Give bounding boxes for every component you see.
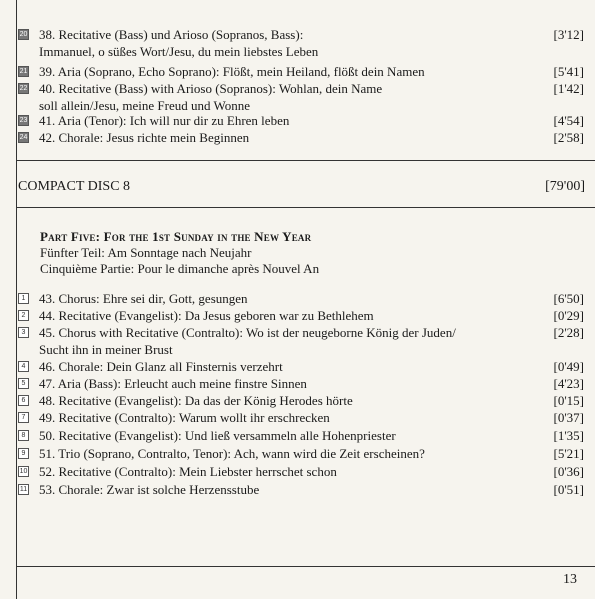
track-row <box>18 481 588 498</box>
track-title: 38. Recitative (Bass) und Arioso (Sopranos, Bass): <box>39 27 304 42</box>
part-heading-german: Fünfter Teil: Am Sonntage nach Neujahr <box>40 245 252 260</box>
track-title: 45. Chorus with Recitative (Contralto): Wo ist der neugeborne König der Juden/ <box>39 325 456 340</box>
track-title: 42. Chorale: Jesus richte mein Beginnen <box>39 130 250 145</box>
track-title: 46. Chorale: Dein Glanz all Finsternis verzehrt <box>39 359 283 374</box>
track-row <box>18 409 588 426</box>
track-duration: [1'42] <box>553 81 584 96</box>
disc-header <box>18 179 585 195</box>
track-title: 53. Chorale: Zwar ist solche Herzensstube <box>39 482 260 497</box>
disc-label: COMPACT DISC 8 <box>18 179 131 194</box>
disc-duration: [79'00] <box>545 179 585 194</box>
track-number-box: 7 <box>18 412 29 423</box>
track-title: 51. Trio (Soprano, Contralto, Tenor): Ach, wann wird die Zeit erscheinen? <box>39 446 425 461</box>
track-title: 50. Recitative (Evangelist): Und ließ versammeln alle Hohenpriester <box>39 428 396 443</box>
track-title-continued: soll allein/Jesu, meine Freud und Wonne <box>39 98 251 113</box>
part-heading: Part Five: For the 1st Sunday in the New Year <box>40 229 312 244</box>
track-row <box>18 26 588 60</box>
track-row <box>18 358 588 375</box>
track-duration: [4'23] <box>553 376 584 391</box>
track-number-box: 8 <box>18 430 29 441</box>
track-number-box: 4 <box>18 361 29 372</box>
track-number-box: 24 <box>19 134 28 141</box>
section-rule <box>16 160 595 161</box>
track-number-box: 3 <box>18 327 29 338</box>
track-duration: [2'58] <box>553 130 584 145</box>
track-title-continued: Sucht ihn in meiner Brust <box>39 342 173 357</box>
part-heading-block <box>40 229 319 277</box>
track-row <box>18 129 588 146</box>
track-row <box>18 112 588 129</box>
track-number-box: 21 <box>19 68 28 75</box>
track-duration: [0'15] <box>553 393 584 408</box>
track-title: 41. Aria (Tenor): Ich will nur dir zu Ehren leben <box>39 113 290 128</box>
track-duration: [1'35] <box>553 428 584 443</box>
track-title: 40. Recitative (Bass) with Arioso (Sopranos): Wohlan, dein Name <box>39 81 383 96</box>
track-row <box>18 445 588 462</box>
track-number-box: 5 <box>18 378 29 389</box>
track-number-box: 23 <box>19 117 28 124</box>
track-row <box>18 80 588 114</box>
track-row <box>18 63 588 80</box>
page-number: 13 <box>563 572 577 587</box>
track-row <box>18 463 588 480</box>
track-duration: [3'12] <box>553 27 584 42</box>
track-title-continued: Immanuel, o süßes Wort/Jesu, du mein liebstes Leben <box>39 44 319 59</box>
track-row <box>18 427 588 444</box>
track-duration: [5'21] <box>553 446 584 461</box>
track-number-box: 11 <box>19 486 28 493</box>
left-margin-rule <box>16 0 17 599</box>
track-row <box>18 307 588 324</box>
track-number-box: 2 <box>18 310 29 321</box>
track-number-box: 1 <box>18 293 29 304</box>
track-duration: [0'36] <box>553 464 584 479</box>
track-title: 44. Recitative (Evangelist): Da Jesus geboren war zu Bethlehem <box>39 308 374 323</box>
track-duration: [0'49] <box>553 359 584 374</box>
track-title: 43. Chorus: Ehre sei dir, Gott, gesungen <box>39 291 248 306</box>
track-row <box>18 375 588 392</box>
footer-rule <box>16 566 595 567</box>
track-title: 39. Aria (Soprano, Echo Soprano): Flößt, mein Heiland, flößt dein Namen <box>39 64 425 79</box>
track-duration: [0'29] <box>553 308 584 323</box>
track-number-box: 9 <box>18 448 29 459</box>
track-title: 49. Recitative (Contralto): Warum wollt ihr erschrecken <box>39 410 330 425</box>
part-heading-french: Cinquième Partie: Pour le dimanche après Nouvel An <box>40 261 320 276</box>
track-number-box: 20 <box>19 31 28 38</box>
track-title: 47. Aria (Bass): Erleucht auch meine finstre Sinnen <box>39 376 307 391</box>
track-duration: [5'41] <box>553 64 584 79</box>
track-title: 48. Recitative (Evangelist): Da das der König Herodes hörte <box>39 393 353 408</box>
track-duration: [6'50] <box>553 291 584 306</box>
track-row <box>18 290 588 307</box>
track-number-box: 10 <box>19 468 28 475</box>
track-duration: [0'51] <box>553 482 584 497</box>
track-title: 52. Recitative (Contralto): Mein Liebster herrschet schon <box>39 464 337 479</box>
section-rule <box>16 207 595 208</box>
track-number-box: 6 <box>18 395 29 406</box>
track-duration: [0'37] <box>553 410 584 425</box>
track-row <box>18 392 588 409</box>
track-duration: [4'54] <box>553 113 584 128</box>
track-duration: [2'28] <box>553 325 584 340</box>
track-number-box: 22 <box>19 85 28 92</box>
track-row <box>18 324 588 358</box>
